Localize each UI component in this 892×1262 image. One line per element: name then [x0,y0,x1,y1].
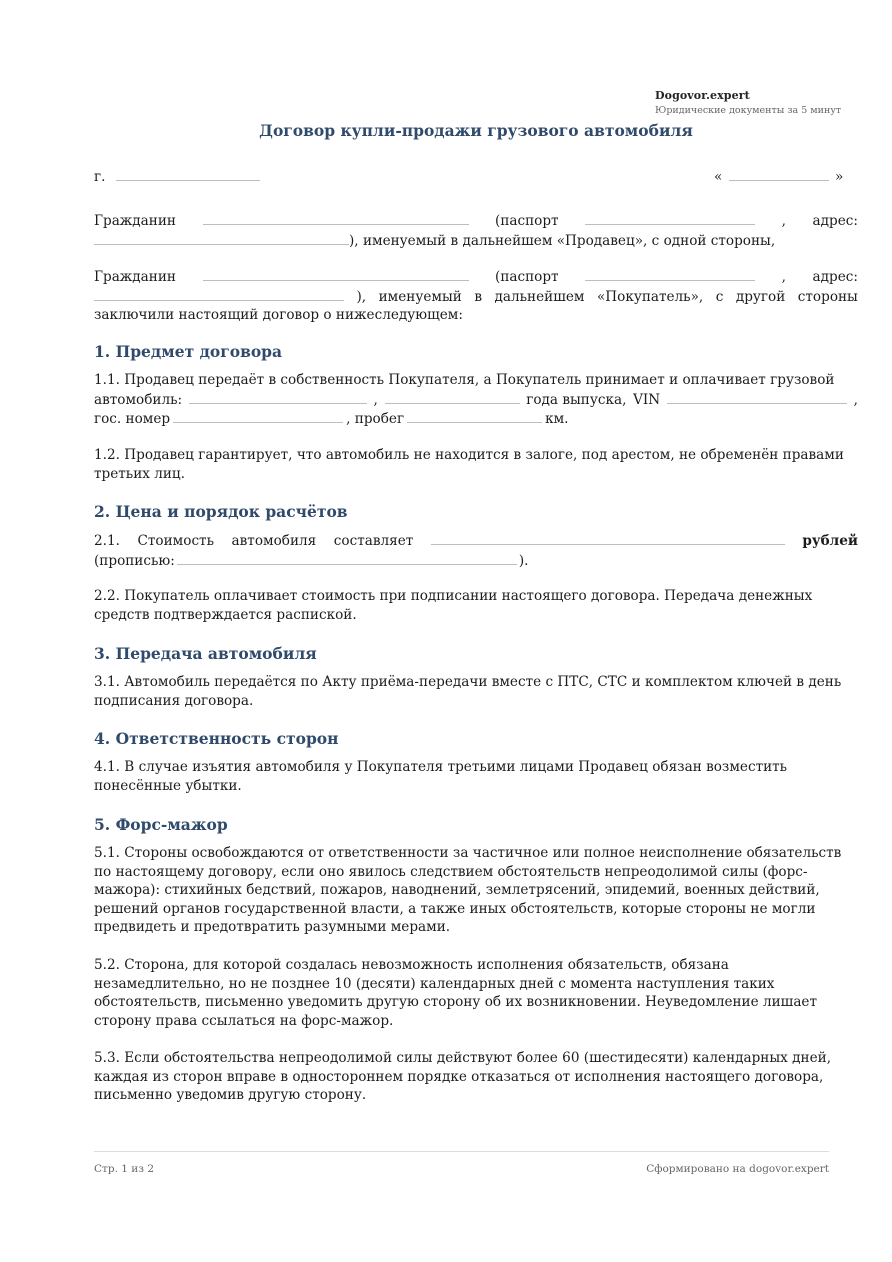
clause-2-1-line-2: (прописью: ). [94,552,529,569]
buyer-line-1: Гражданин (паспорт , адрес: [94,269,858,285]
clause-2-1 [94,531,858,570]
section-1-heading: 1. Предмет договора [94,342,283,361]
mileage-blank [407,409,542,423]
buyer-address-blank [94,287,344,301]
buyer-name-blank [203,267,469,281]
document-title: Договор купли-продажи грузового автомобиля [259,121,693,140]
vehicle-year-blank [385,390,520,404]
price-blank [431,531,785,545]
date-line [714,167,843,187]
section-4-heading: 4. Ответственность сторон [94,729,339,748]
page-number: Стр. 1 из 2 [94,1163,155,1175]
buyer-line-3: заключили настоящий договор о нижеследующем: [94,307,463,323]
footer-divider [94,1151,829,1152]
clause-3-1: 3.1. Автомобиль передаётся по Акту приёма-передачи вместе с ПТС, СТС и комплектом ключей в день подписания договора. [94,674,842,709]
clause-2-1-line-1: 2.1. Стоимость автомобиля составляет рублей [94,533,858,549]
buyer-line-2: ), именуемый в дальнейшем «Покупатель», с другой стороны [94,287,858,307]
buyer-passport-blank [585,267,755,281]
seller-line-2: ), именуемый в дальнейшем «Продавец», с одной стороны, [94,231,858,251]
vin-blank [667,390,847,404]
brand-tagline: Юридические документы за 5 минут [655,105,842,116]
clause-1-1-line-3: гос. номер , пробег км. [94,411,569,427]
seller-address-blank [94,231,349,245]
city-blank [116,167,260,181]
seller-passport-blank [585,211,755,225]
brand-name: Dogovor.expert [655,89,750,102]
clause-5-3: 5.3. Если обстоятельства непреодолимой силы действуют более 60 (шестидесяти) календарных дней, каждая из сторон вправе в одностороннем порядке отказаться от исполнения настоящего договора, письменно уведомив другую сторону. [94,1050,832,1104]
city-prefix: г. [94,169,106,185]
clause-1-1-line-2: автомобиль: , года выпуска, VIN , [94,391,858,408]
price-words-blank [177,551,517,565]
section-5-heading: 5. Форс-мажор [94,815,228,834]
seller-paragraph [94,211,858,250]
rubles-label: рублей [802,533,858,549]
section-2-heading: 2. Цена и порядок расчётов [94,502,348,521]
date-blank [729,167,829,181]
clause-5-2: 5.2. Сторона, для которой создалась невозможность исполнения обязательств, обязана незамедлительно, но не позднее 10 (десяти) календарных дней с момента наступления таких обстоятельств, письменно уведомить другую сторону об их возникновении. Неуведомление лишает сторону права ссылаться на форс-мажор. [94,957,817,1029]
brand-block [655,89,841,116]
reg-number-blank [173,409,343,423]
clause-1-2: 1.2. Продавец гарантирует, что автомобиль не находится в залоге, под арестом, не обременён правами третьих лиц. [94,447,844,482]
seller-line-1: Гражданин (паспорт , адрес: [94,213,858,229]
clause-4-1: 4.1. В случае изъятия автомобиля у Покупателя третьими лицами Продавец обязан возместить понесённые убытки. [94,759,788,794]
city-line [94,167,260,187]
clause-5-1: 5.1. Стороны освобождаются от ответственности за частичное или полное неисполнение обязательств по настоящему договору, если оно явилось следствием обстоятельств непреодолимой силы (форс-мажора): стихийных бедствий, пожаров, наводнений, землетрясений, эпидемий, военных действий, решений органов государственной власти, а также иных обстоятельств, которые стороны не могли предвидеть и предотвратить разумными мерами. [94,845,842,936]
generated-note: Сформировано на dogovor.expert [646,1163,829,1175]
quote-close: » [834,169,844,185]
section-3-heading: 3. Передача автомобиля [94,644,317,663]
vehicle-model-blank [189,390,367,404]
clause-2-2: 2.2. Покупатель оплачивает стоимость при подписании настоящего договора. Передача денежных средств подтверждается распиской. [94,588,813,623]
buyer-paragraph [94,267,858,325]
seller-name-blank [203,211,469,225]
quote-open: « [714,169,723,185]
clause-1-1: 1.1. Продавец передаёт в собственность Покупателя, а Покупатель принимает и оплачивает грузовой автомобиль: , года выпуска, VIN , гос. номер , пробег км. [94,372,858,427]
